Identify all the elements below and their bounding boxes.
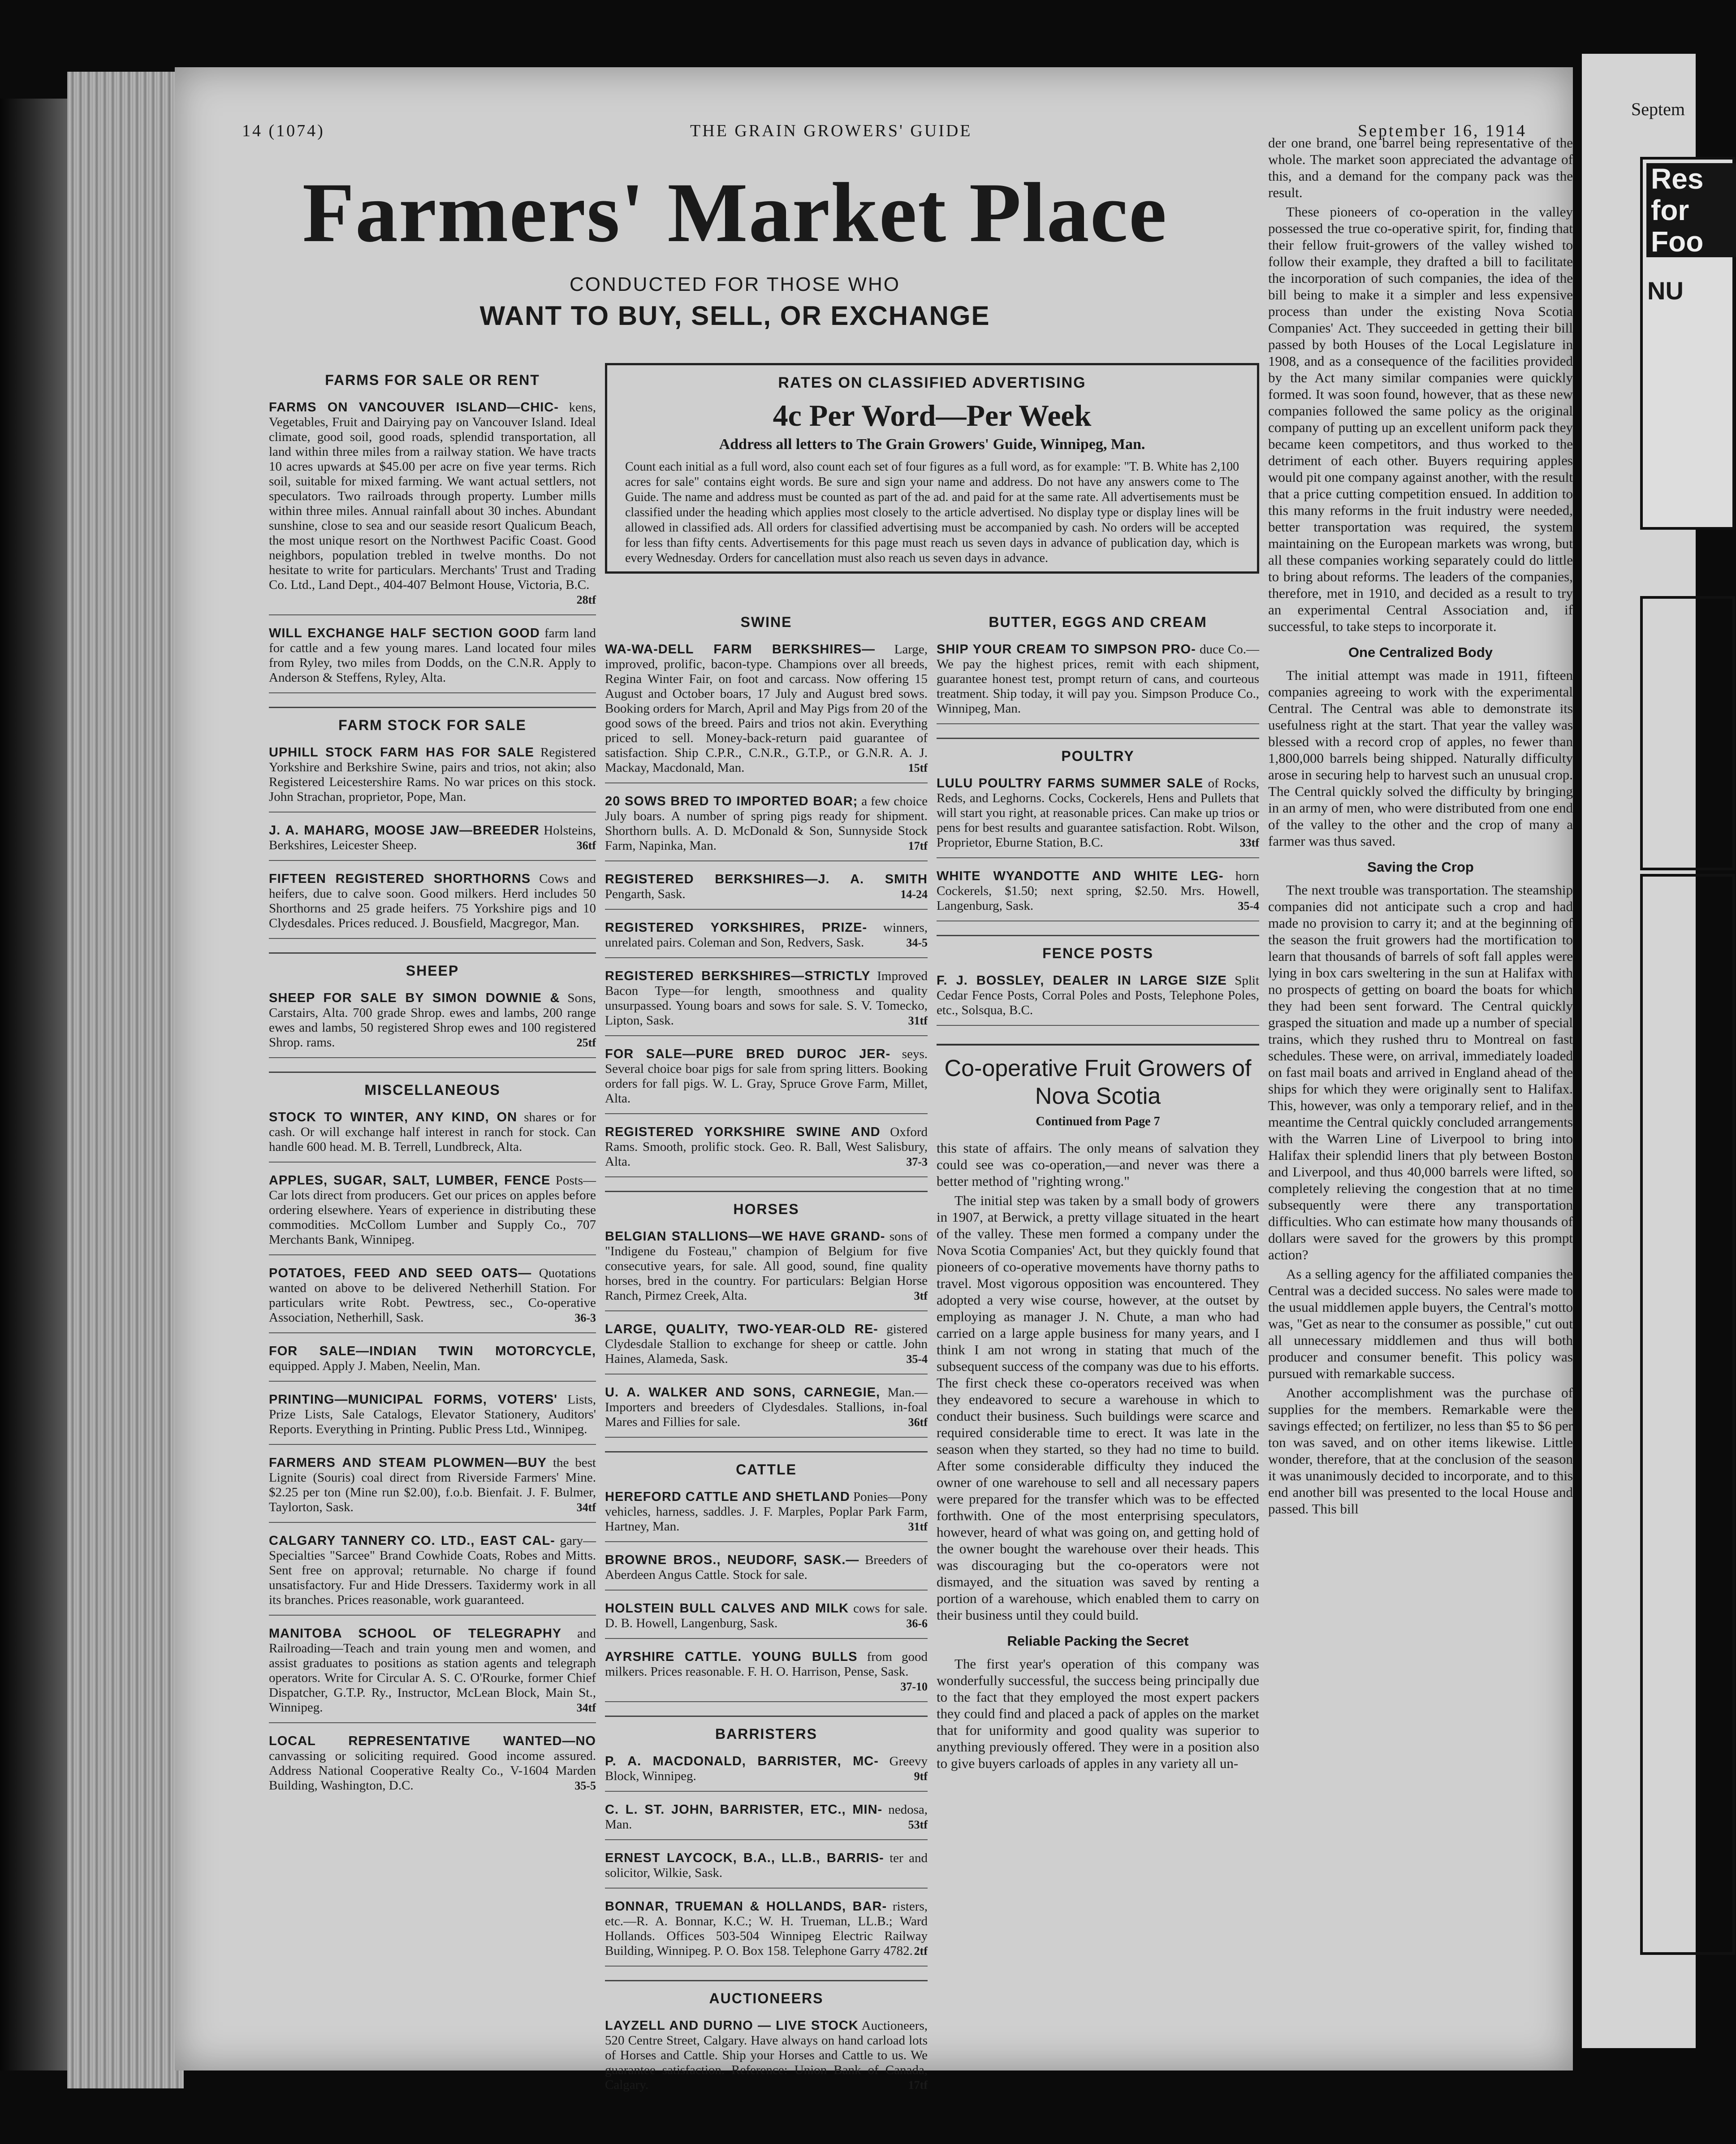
ad-heading: CALGARY TANNERY CO. LTD., EAST CAL- (269, 1534, 555, 1548)
ad-code: 25tf (576, 1036, 596, 1049)
article-continued-note: Continued from Page 7 (1036, 1115, 1160, 1128)
section-heading: SWINE (740, 614, 792, 630)
ad-heading: U. A. WALKER AND SONS, CARNEGIE, (605, 1385, 881, 1400)
ad-body: Ponies—Pony vehicles, harness, saddles. J. F. Marples, Poplar Park Farm, Hartney, Man. (605, 1490, 928, 1534)
ad-code: 17tf (908, 2079, 928, 2092)
classified-ad (937, 869, 1259, 921)
ad-body: Oxford Rams. Smooth, prolific stock. Geo. R. Ball, West Salisbury, Alta. (605, 1125, 928, 1169)
newspaper-page (175, 67, 1573, 2092)
ad-heading: REGISTERED YORKSHIRE SWINE AND (605, 1125, 881, 1139)
ad-body: Breeders of Aberdeen Angus Cattle. Stock for sale. (605, 1553, 928, 1582)
ad-code: 35-4 (906, 1353, 928, 1366)
ad-heading: J. A. MAHARG, MOOSE JAW—BREEDER (269, 823, 540, 838)
ad-code: 37-3 (906, 1155, 928, 1168)
adjacent-page-box (1640, 874, 1735, 1955)
ad-heading: BONNAR, TRUEMAN & HOLLANDS, BAR- (605, 1899, 887, 1914)
rates-box (605, 363, 1259, 574)
ad-code: 37-10 (900, 1680, 928, 1693)
ad-heading: LOCAL REPRESENTATIVE WANTED—NO (269, 1734, 596, 1748)
column-3 (937, 592, 1259, 1774)
adjacent-page (1582, 54, 1704, 2048)
ad-heading: STOCK TO WINTER, ANY KIND, ON (269, 1110, 518, 1124)
ad-code: 36-3 (574, 1311, 596, 1324)
article-subheading: One Centralized Body (1348, 644, 1493, 660)
ad-body: Auctioneers, 520 Centre Street, Calgary. Have always on hand carload lots of Horses and Cattle. Ship your Horses and Cattle to us. We guarantee satisfaction. Reference: Union Bank of Canada, Calgary. (605, 2019, 928, 2092)
paper-name: THE GRAIN GROWERS' GUIDE (690, 121, 972, 140)
classified-ad (937, 776, 1259, 858)
ad-heading: BELGIAN STALLIONS—WE HAVE GRAND- (605, 1229, 885, 1244)
ad-heading: PRINTING—MUNICIPAL FORMS, VOTERS' (269, 1392, 558, 1407)
ad-body: canvassing or soliciting required. Good income assured. Address National Cooperative Realty Co., V-1604 Marden Building, Washington, D.C. (269, 1749, 596, 1793)
adjacent-page-ad (1640, 157, 1735, 530)
ad-heading: REGISTERED BERKSHIRES—J. A. SMITH (605, 872, 928, 886)
classified-ad (605, 872, 928, 910)
classified-ad (605, 1851, 928, 1889)
ad-code: 9tf (914, 1770, 928, 1783)
column-4 (1268, 67, 1573, 1520)
ad-code: 36tf (908, 1416, 928, 1429)
classified-ad (605, 1229, 928, 1311)
classified-ad (605, 794, 928, 861)
ad-heading: APPLES, SUGAR, SALT, LUMBER, FENCE (269, 1173, 551, 1188)
ad-heading: REGISTERED BERKSHIRES—STRICTLY (605, 969, 871, 983)
ad-heading: LULU POULTRY FARMS SUMMER SALE (937, 776, 1204, 791)
classified-ad (269, 400, 596, 615)
article-paragraph: this state of affairs. The only means of salvation they could see was co-operation,—and never was there a better method of "righting wrong." (937, 1140, 1259, 1189)
ad-heading: FIFTEEN REGISTERED SHORTHORNS (269, 872, 531, 886)
ad-code: 17tf (908, 839, 928, 852)
classified-ad (269, 1456, 596, 1523)
ad-body: Lists, Prize Lists, Sale Catalogs, Elevator Stationery, Auditors' Reports. Everything in Printing. Public Press Ltd., Winnipeg. (269, 1392, 596, 1436)
ad-body: Posts—Car lots direct from producers. Get our prices on apples before ordering elsewhere. Years of experience in distributing these commodities. McCollom Lumber and Supply Co., 707 Merchants Bank, Winnipeg. (269, 1173, 596, 1247)
ad-body: risters, etc.—R. A. Bonnar, K.C.; W. H. Trueman, LL.B.; Ward Hollands. Offices 503-504 Winnipeg Electric Railway Building, Winnipeg. P. O. Box 158. Telephone Garry 4782. (605, 1899, 928, 1958)
ad-heading: FARMERS AND STEAM PLOWMEN—BUY (269, 1456, 547, 1470)
classified-ad (605, 642, 928, 783)
article-paragraph: As a selling agency for the affiliated companies the Central was a decided success. No sales were made to the usual middlemen apple buyers, the Central's motto was, "Get as near to the consumer as possible," cut out all unnecessary middlemen and thus will both producer and consumer benefit. This policy was pursued with remarkable success. (1268, 1266, 1573, 1381)
ad-body: Split Cedar Fence Posts, Corral Poles and Posts, Telephone Poles, etc., Solsqua, B.C. (937, 973, 1260, 1017)
ad-heading: BROWNE BROS., NEUDORF, SASK.— (605, 1553, 859, 1567)
classified-ad (937, 973, 1259, 1026)
classified-ad (605, 1322, 928, 1375)
section-heading: FENCE POSTS (937, 935, 1259, 962)
ad-heading: MANITOBA SCHOOL OF TELEGRAPHY (269, 1626, 562, 1641)
classified-ad (269, 1534, 596, 1616)
ad-heading: LARGE, QUALITY, TWO-YEAR-OLD RE- (605, 1322, 878, 1336)
ad-body: ter and solicitor, Wilkie, Sask. (605, 1851, 928, 1880)
ad-heading: 20 SOWS BRED TO IMPORTED BOAR; (605, 794, 858, 808)
classified-ad (269, 823, 596, 861)
ad-code: 36-6 (906, 1617, 928, 1630)
ad-code: 15tf (908, 761, 928, 774)
ad-body: horn Cockerels, $1.50; next spring, $2.50. Mrs. Howell, Langenburg, Sask. (937, 869, 1260, 913)
classified-ad (269, 1734, 596, 1800)
ad-heading: LAYZELL AND DURNO — LIVE STOCK (605, 2019, 859, 2033)
ad-code: 31tf (908, 1014, 928, 1027)
ad-code: 33tf (1239, 836, 1259, 849)
article-paragraph: The first year's operation of this company was wonderfully successful, the success being principally due to the fact that they employed the most expert packers they could find and placed a pack of apples on the market that for uniformity and good quality was superior to anything previously offered. They were in a position also to give buyers carloads of apples in any variety all un- (937, 1656, 1259, 1771)
section-heading: AUCTIONEERS (605, 1980, 928, 2007)
classified-ad (269, 1626, 596, 1723)
ad-body: Large, improved, prolific, bacon-type. Champions over all breeds, Regina Winter Fair, on foot and carcass. Now offering 15 August and October boars, 17 July and August bred sows. Booking orders for March, April and May Pigs from 20 of the good sows of the breed. Pairs and trios not akin. Everything priced to sell. Money-back-return paid guarantee of satisfaction. Ship C.P.R., C.N.R., G.T.P., or G.N.R. A. J. Mackay, Macdonald, Man. (605, 642, 928, 775)
classified-ad (605, 1899, 928, 1967)
ad-heading: SHEEP FOR SALE BY SIMON DOWNIE & (269, 991, 560, 1005)
adjacent-ad-line: Foo (1651, 225, 1704, 258)
classified-ad (269, 991, 596, 1058)
classified-ad (605, 1553, 928, 1591)
ad-code: 28tf (576, 593, 596, 606)
ad-body: farm land for cattle and a few young mares. Land located four miles from Ryley, two miles from Dodds, on the C.N.R. Apply to Anderson & Steffens, Ryley, Alta. (269, 626, 596, 685)
ad-body: Pengarth, Sask. (605, 887, 686, 901)
ad-heading: WA-WA-DELL FARM BERKSHIRES— (605, 642, 876, 657)
classified-ad (269, 745, 596, 813)
ad-body: Greevy Block, Winnipeg. (605, 1754, 928, 1783)
ad-body: Holsteins, Berkshires, Leicester Sheep. (269, 823, 596, 852)
section-heading: FARM STOCK FOR SALE (269, 707, 596, 734)
article-paragraph: The next trouble was transportation. The steamship companies did not anticipate such a crop and had made no provision to carry it; and at the beginning of the season the fruit growers had the mortification to learn that thousands of barrels of soft fall apples were lying in box cars sweltering in the sun at Halifax with no prospects of getting on board the boats for which they had been sent forward. The Central quickly grasped the situation and made up a number of special trains, which they rushed thru to Montreal on fast schedules. These were, on arrival, immediately loaded on fast mail boats and arrived in England ahead of the ships for which they were originally sent to Halifax. This, however, was only a temporary relief, and in the meantime the Central quickly concluded arrangements with the Warren Line of Liverpool to bring into Halifax their splendid liners that ply between Boston and Liverpool, and thus 40,000 barrels were lifted, so completely relieving the congestion that at no time subsequently were there any transportation difficulties. Who can estimate how many thousands of dollars were saved for the growers by this prompt action? (1268, 882, 1573, 1262)
classified-ad (269, 872, 596, 939)
article-paragraph: These pioneers of co-operation in the valley possessed the true co-operative spirit, for, finding that their fellow fruit-growers of the valley wished to follow their example, they drafted a bill to facilitate the incorporation of such companies, the idea of the bill being to make it a simpler and less expensive process than under the existing Nova Scotia Companies' Act. They succeeded in getting their bill passed by both Houses of the Local Legislature in 1908, and as a consequence of the facilities provided by the Act many similar companies were quickly formed. It was soon found, however, that as these new companies followed the same policy as the original company of putting up an excellent uniform pack they became keen competitors, and thus worked to the detriment of each other. Buyers requiring apples would pit one company against another, with the result that a price cutting competition ensued. In addition to this many reforms in the fruit industry were needed, better transportation was required, the system maintaining on the European markets was wrong, but all these companies working separately could do little to bring about reforms. The leaders of the companies, therefore, met in 1910, and decided as a result to try an experimental Central Association and, if successful, to take steps to incorporate it. (1268, 204, 1573, 634)
classified-ad (269, 1173, 596, 1255)
section-heading: MISCELLANEOUS (269, 1072, 596, 1098)
section-heading: CATTLE (605, 1451, 928, 1478)
classified-ad (269, 1392, 596, 1445)
ad-code: 14-24 (900, 888, 928, 901)
adjacent-page-date: Septem (1631, 99, 1685, 119)
adjacent-page-box (1640, 596, 1735, 870)
ad-code: 53tf (908, 1818, 928, 1831)
classified-ad (605, 1601, 928, 1639)
ad-body: equipped. Apply J. Maben, Neelin, Man. (269, 1359, 480, 1373)
page-number: 14 (1074) (242, 121, 325, 140)
ad-heading: AYRSHIRE CATTLE. YOUNG BULLS (605, 1650, 858, 1664)
ad-heading: WILL EXCHANGE HALF SECTION GOOD (269, 626, 540, 640)
classified-ad (605, 1125, 928, 1177)
page-title: Farmers' Market Place (302, 166, 1168, 260)
ad-code: 34tf (576, 1501, 596, 1514)
ad-body: gary—Specialties "Sarcee" Brand Cowhide Coats, Robes and Mitts. Sent free on approval; returnable. No charge if found unsatisfactory. Fur and Hide Dressers. Taxidermy work in all its branches. Prices reasonable, work guaranteed. (269, 1534, 596, 1607)
rates-address: Address all letters to The Grain Growers' Guide, Winnipeg, Man. (719, 436, 1145, 453)
ad-body: a few choice July boars. A number of spring pigs ready for shipment. Shorthorn bulls. A. D. McDonald & Son, Sunnyside Stock Farm, Napinka, Man. (605, 794, 928, 853)
ad-heading: ERNEST LAYCOCK, B.A., LL.B., BARRIS- (605, 1851, 884, 1865)
column-1 (269, 359, 596, 1811)
ad-heading: UPHILL STOCK FARM HAS FOR SALE (269, 745, 534, 760)
ad-code: 36tf (576, 839, 596, 852)
ad-heading: C. L. ST. JOHN, BARRISTER, ETC., MIN- (605, 1803, 883, 1817)
ad-body: the best Lignite (Souris) coal direct from Riverside Farmers' Mine. $2.25 per ton (Mine run $2.00), f.o.b. Bienfait. J. F. Bulmer, Taylorton, Sask. (269, 1456, 596, 1514)
ad-heading: FARMS ON VANCOUVER ISLAND—CHIC- (269, 400, 559, 415)
ad-heading: P. A. MACDONALD, BARRISTER, MC- (605, 1754, 879, 1768)
article-paragraph: The initial step was taken by a small body of growers in 1907, at Berwick, a pretty village situated in the heart of the valley. These men formed a company under the Nova Scotia Companies' Act, but they quickly found that pioneers of co-operative movements have thorny paths to travel. Most vigorous opposition was encountered. They adopted a very wise course, however, at the outset by employing as manager J. N. Chute, a man who had carried on a large apple business for many years, and I think I am not wrong in stating that much of the subsequent success of the company was due to his efforts. The first check these co-operators received was when they endeavored to secure a warehouse in which to conduct their business. Such buildings were scarce and required considerable time to erect. It was late in the season when they started, so they had no time to build. After some considerable difficulty they induced the owner of one warehouse to sell and all necessary papers were prepared for the transfer which was to be effected forthwith. One of the most enterprising speculators, however, heard of what was going on, and getting hold of the owner bought the warehouse over their heads. This was discouraging but the co-operators were not dismayed, and the situation was saved by renting a portion of a warehouse, which enabled them to carry on their business until they could build. (937, 1193, 1259, 1623)
ad-code: 34-5 (906, 936, 928, 949)
article-paragraph: The initial attempt was made in 1911, fifteen companies agreeing to work with the experimental Central. The Central was able to demonstrate its usefulness right at the start. That year the valley was blessed with a record crop of apples, no fewer than 1,800,000 barrels being shipped. Naturally difficulty arose in securing help to harvest such an unusual crop. The Central quickly solved the difficulty by bringing in an army of men, who were distributed from one end of the valley to the other and the crop of many a farmer was thus saved. (1268, 667, 1573, 849)
column-2 (605, 592, 928, 2110)
ad-heading: REGISTERED YORKSHIRES, PRIZE- (605, 921, 868, 935)
section-heading: BARRISTERS (605, 1716, 928, 1742)
ad-body: Quotations wanted on above to be delivered Netherhill Station. For particulars write Robt. Pewtress, sec., Co-operative Association, Netherhill, Sask. (269, 1266, 596, 1325)
article-paragraph: Another accomplishment was the purchase of supplies for the members. Remarkable were the savings effected; on fertilizer, no less than $5 to $6 per ton was saved, and on other items likewise. Little wonder, therefore, that at the conclusion of the season it was unanimously decided to incorporate, and to this end another bill was presented to the local House and passed. This bill (1268, 1385, 1573, 1517)
ad-heading: HOLSTEIN BULL CALVES AND MILK (605, 1601, 849, 1616)
ad-body: Cows and heifers, due to calve soon. Good milkers. Herd includes 50 Shorthorns and 25 grade heifers. 75 Yorkshire pigs and 10 Clydesdales. Prices reduced. J. Bousfield, Macgregor, Man. (269, 872, 596, 930)
rates-terms: Count each initial as a full word, also count each set of four figures as a full word, as for example: "T. B. White has 2,100 acres for sale" contains eight words. Be sure and sign your name and address. Do not have any answers come to The Guide. The name and address must be counted as part of the ad. and paid for at the same rate. All advertisements must be classified under the heading which applies most closely to the article advertised. No display type or display lines will be allowed in classified ads. All orders for classified advertising must be accompanied by cash. No orders will be accepted for less than fifty cents. Advertisements for this page must reach us seven days in advance of publication day, which is every Wednesday. Orders for cancellation must also reach us seven days in advance. (625, 460, 1239, 565)
section-heading: BUTTER, EGGS AND CREAM (989, 614, 1207, 630)
ad-body: and Railroading—Teach and train young men and women, and assist graduates to positions as station agents and telegraph operators. Write for Circular A. S. C. O'Rourke, former Chief Dispatcher, G.T.P. Ry., Instructor, McLean Block, Main St., Winnipeg. (269, 1626, 596, 1715)
classified-ad (605, 1385, 928, 1438)
section-heading: POULTRY (937, 738, 1259, 765)
ad-heading: F. J. BOSSLEY, DEALER IN LARGE SIZE (937, 973, 1227, 988)
ad-heading: HEREFORD CATTLE AND SHETLAND (605, 1490, 850, 1504)
ad-body: from good milkers. Prices reasonable. F. H. O. Harrison, Pense, Sask. (605, 1650, 928, 1679)
ad-body: shares or for cash. Or will exchange half interest in ranch for stock. Can handle 600 head. M. B. Terrell, Lundbreck, Alta. (269, 1110, 596, 1154)
ad-heading: FOR SALE—INDIAN TWIN MOTORCYCLE, (269, 1344, 596, 1358)
classified-ad (605, 969, 928, 1036)
classified-ad (269, 1344, 596, 1382)
ad-body: Improved Bacon Type—for length, smoothness and quality unsurpassed. Young boars and sows for sale. S. V. Tomecko, Lipton, Sask. (605, 969, 928, 1028)
classified-ad (605, 1650, 928, 1702)
section-heading: HORSES (605, 1191, 928, 1218)
ad-body: seys. Several choice boar pigs for sale from spring litters. Booking orders for fall pigs. W. L. Gray, Spruce Grove Farm, Millet, Alta. (605, 1047, 928, 1106)
classified-ad (269, 626, 596, 693)
rates-price: 4c Per Word—Per Week (773, 398, 1092, 432)
classified-ad (605, 1490, 928, 1542)
article-paragraph: der one brand, one barrel being representative of the whole. The market soon appreciated the advantage of this, and a demand for the company pack was the result. (1268, 135, 1573, 200)
ad-code: 35-5 (574, 1779, 596, 1792)
ad-body: of Rocks, Reds, and Leghorns. Cocks, Cockerels, Hens and Pullets that will start you right, at reasonable prices. Can make up trios or pens for best results and guarantee satisfaction. Robt. Wilson, Proprietor, Eburne Station, B.C. (937, 776, 1259, 850)
ad-code: 3tf (914, 1289, 928, 1302)
ad-body: duce Co.—We pay the highest prices, remit with each shipment, guarantee honest test, prompt return of cans, and courteous treatment. Ship today, it will pay you. Simpson Produce Co., Winnipeg, Man. (937, 642, 1260, 716)
section-heading: SHEEP (269, 952, 596, 979)
adjacent-ad-line: Res (1651, 163, 1704, 195)
rates-heading: RATES ON CLASSIFIED ADVERTISING (778, 374, 1086, 391)
classified-ad (605, 1047, 928, 1114)
ad-body: Registered Yorkshire and Berkshire Swine, pairs and trios, not akin; also Registered Leicestershire Rams. No war prices on this stock. John Strachan, proprietor, Pope, Man. (269, 745, 596, 804)
ad-body: kens, Vegetables, Fruit and Dairying pay on Vancouver Island. Ideal climate, good soil, good roads, splendid transportation, all land within three miles from a railway station. We have tracts 10 acres upwards at $45.00 per acre on five year terms. Rich soil, suitable for mixed farming. We want actual settlers, not speculators. Two railroads through property. Lumber mills within three miles. Annual rainfall about 30 inches. Abundant sunshine, close to sea and our seaside resort Qualicum Beach, the most unique resort on the Northwest Pacific Coast. Good neighbors, population trebled in twelve months. Do not hesitate to write for particulars. Merchants' Trust and Trading Co. Ltd., Land Dept., 404-407 Belmont House, Victoria, B.C. (269, 400, 596, 592)
adjacent-ad-banner (1646, 163, 1736, 257)
masthead-subtitle: CONDUCTED FOR THOSE WHO (570, 273, 900, 295)
classified-ad (937, 642, 1259, 724)
classified-ad (605, 1803, 928, 1840)
ad-code: 35-4 (1238, 899, 1259, 912)
section-heading: FARMS FOR SALE OR RENT (325, 372, 540, 388)
ad-body: Man.—Importers and breeders of Clydesdales. Stallions, in-foal Mares and Fillies for sale. (605, 1385, 928, 1429)
adjacent-ad-sub: NU (1647, 277, 1684, 305)
ad-body: Sons, Carstairs, Alta. 700 grade Shrop. ewes and lambs, 200 range ewes and lambs, 50 registered Shrop ewes and 100 registered Shrop. rams. (269, 991, 596, 1050)
classified-ad (269, 1110, 596, 1163)
masthead-tagline: WANT TO BUY, SELL, OR EXCHANGE (479, 301, 990, 331)
ad-body: gistered Clydesdale Stallion to exchange for sheep or cattle. John Haines, Alameda, Sask. (605, 1322, 928, 1366)
ad-heading: FOR SALE—PURE BRED DUROC JER- (605, 1047, 891, 1061)
adjacent-ad-line: for (1651, 194, 1689, 226)
classified-ad (605, 921, 928, 958)
ad-heading: POTATOES, FEED AND SEED OATS— (269, 1266, 532, 1280)
classified-ad (605, 2019, 928, 2100)
ad-code: 31tf (908, 1520, 928, 1533)
ad-code: 34tf (576, 1701, 596, 1714)
ad-body: cows for sale. D. B. Howell, Langenburg, Sask. (605, 1601, 928, 1630)
article-subheading: Reliable Packing the Secret (1007, 1633, 1189, 1649)
ad-body: winners, unrelated pairs. Coleman and Son, Redvers, Sask. (605, 921, 928, 950)
classified-ad (605, 1754, 928, 1792)
issue-date: September 16, 1914 (1358, 121, 1527, 140)
ad-heading: WHITE WYANDOTTE AND WHITE LEG- (937, 869, 1224, 883)
article-title: Co-operative Fruit Growers of Nova Scotia (937, 1044, 1259, 1110)
article-subheading: Saving the Crop (1367, 859, 1474, 875)
classified-ad (269, 1266, 596, 1333)
ad-heading: SHIP YOUR CREAM TO SIMPSON PRO- (937, 642, 1196, 657)
page-edges (67, 72, 184, 2088)
ad-body: sons of "Indigene du Fosteau," champion of Belgium for five consecutive years, for sale. All good, sound, fine quality horses, bred in the country. For particulars: Belgian Horse Ranch, Pirmez Creek, Alta. (605, 1229, 928, 1303)
ad-body: nedosa, Man. (605, 1803, 928, 1832)
ad-code: 2tf (914, 1945, 928, 1958)
